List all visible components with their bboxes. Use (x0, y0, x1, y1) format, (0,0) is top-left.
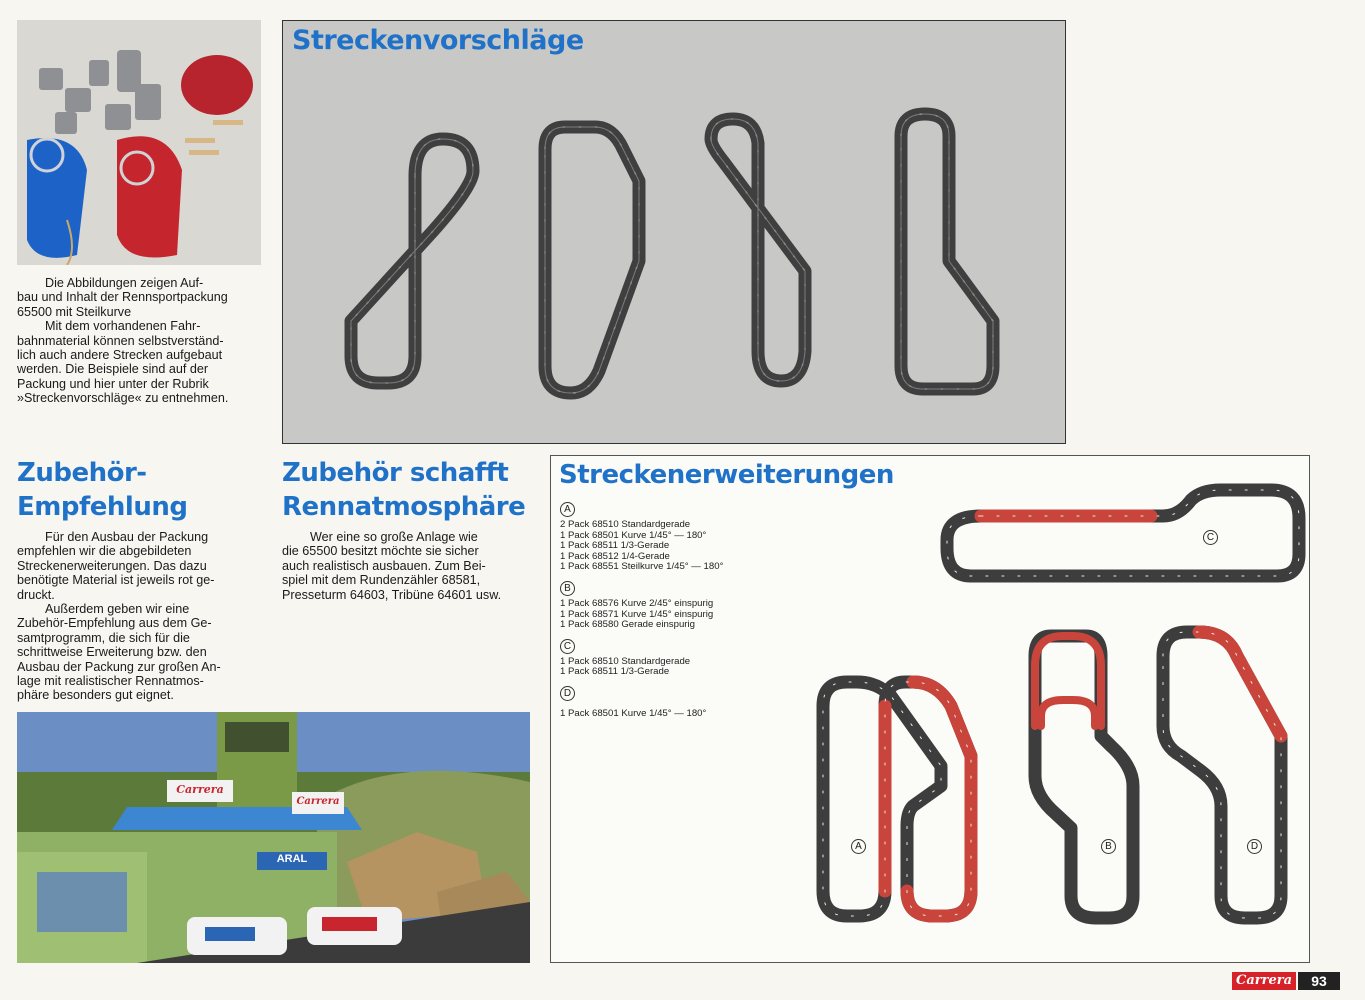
brand-sign: Carrera (296, 796, 340, 807)
group-letter: B (560, 581, 575, 596)
atmosphere-line: Presseturm 64603, Tribüne 64601 usw. (282, 587, 502, 602)
track-label-b: B (1101, 839, 1116, 854)
group-letter: D (560, 686, 575, 701)
intro-line: Die Abbildungen zeigen Auf- (45, 276, 204, 290)
intro-line: werden. Die Beispiele sind auf der (17, 362, 209, 377)
recommendation-line: Streckenerweiterungen. Das dazu (17, 558, 207, 573)
track-suggestions-panel (282, 20, 1066, 444)
atmosphere-line: Wer eine so große Anlage wie (310, 530, 478, 544)
aral-sign: ARAL (276, 853, 308, 865)
parts-item: 1 Pack 68512 1/4-Gerade (560, 550, 670, 562)
atmosphere-title-line: Rennatmosphäre (282, 492, 526, 522)
recommendation-line: benötigte Material ist jeweils rot ge- (17, 573, 215, 588)
atmosphere-line: spiel mit dem Rundenzähler 68581, (282, 573, 481, 588)
atmosphere-text (282, 530, 530, 602)
recommendation-line: schrittweise Erweiterung bzw. den (17, 645, 207, 660)
parts-item: 1 Pack 68511 1/3-Gerade (560, 666, 670, 678)
track-label-a: A (851, 839, 866, 854)
recommendation-title (17, 456, 187, 524)
parts-item: 1 Pack 68580 Gerade einspurig (560, 619, 695, 631)
recommendation-line: phäre besonders gut eignet. (17, 688, 174, 703)
track-c (947, 490, 1299, 576)
group-letter: A (560, 502, 575, 517)
recommendation-title-line: Zubehör- (17, 458, 147, 488)
intro-line: bahnmaterial können selbstverständ- (17, 333, 224, 348)
intro-line: 65500 mit Steilkurve (17, 304, 132, 319)
track-d (1163, 632, 1281, 918)
parts-photo (17, 20, 261, 265)
recommendation-line: Ausbau der Packung zur großen An- (17, 659, 221, 674)
parts-item: 1 Pack 68576 Kurve 2/45° einspurig (560, 597, 714, 609)
track-extensions-diagram (551, 456, 1309, 962)
parts-item: 1 Pack 68571 Kurve 1/45° einspurig (560, 608, 714, 620)
track-extensions-title: Streckenerweiterungen (559, 460, 894, 490)
parts-item: 2 Pack 68510 Standardgerade (560, 519, 691, 530)
recommendation-line: Für den Ausbau der Packung (45, 530, 209, 544)
parts-item: 1 Pack 68551 Steilkurve 1/45° — 180° (560, 561, 724, 573)
intro-line: Packung und hier unter der Rubrik (17, 376, 209, 391)
atmosphere-line: auch realistisch ausbauen. Zum Bei- (282, 558, 486, 573)
recommendation-line: lage mit realistischer Rennatmos- (17, 674, 204, 689)
race-station-image (17, 712, 530, 963)
recommendation-text (17, 530, 261, 703)
intro-line: bau und Inhalt der Rennsportpackung (17, 290, 228, 305)
track-suggestions-diagram (283, 21, 1065, 443)
parts-photo-image (17, 20, 261, 265)
recommendation-line: Außerdem geben wir eine (45, 602, 190, 617)
footer-brand-logo: Carrera (1232, 972, 1296, 990)
brand-sign: Carrera (172, 783, 228, 796)
race-station-photo (17, 712, 530, 963)
recommendation-line: Zubehör-Empfehlung aus dem Ge- (17, 616, 212, 631)
intro-text (17, 276, 261, 406)
atmosphere-line: die 65500 besitzt möchte sie sicher (282, 544, 479, 559)
track-extensions-panel (550, 455, 1310, 963)
group-letter: C (560, 639, 575, 654)
recommendation-line: empfehlen wir die abgebildeten (17, 544, 192, 559)
page-number: 93 (1298, 972, 1340, 990)
atmosphere-title (282, 456, 525, 524)
recommendation-line: druckt. (17, 587, 55, 602)
parts-item: 1 Pack 68511 1/3-Gerade (560, 540, 670, 552)
parts-item: 1 Pack 68501 Kurve 1/45° — 180° (560, 707, 707, 719)
track-b (1035, 636, 1133, 918)
intro-line: Mit dem vorhandenen Fahr- (45, 319, 201, 334)
track-label-d: D (1247, 839, 1262, 854)
parts-item: 1 Pack 68501 Kurve 1/45° — 180° (560, 529, 707, 541)
recommendation-line: samtprogramm, die sich für die (17, 630, 190, 645)
track-label-c: C (1203, 530, 1218, 545)
atmosphere-title-line: Zubehör schafft (282, 458, 509, 488)
recommendation-title-line: Empfehlung (17, 492, 188, 522)
intro-line: lich auch andere Strecken aufgebaut (17, 348, 223, 363)
intro-line: »Streckenvorschläge« zu entnehmen. (17, 391, 229, 406)
parts-item: 1 Pack 68510 Standardgerade (560, 655, 691, 667)
track-suggestions-title: Streckenvorschläge (292, 25, 584, 56)
